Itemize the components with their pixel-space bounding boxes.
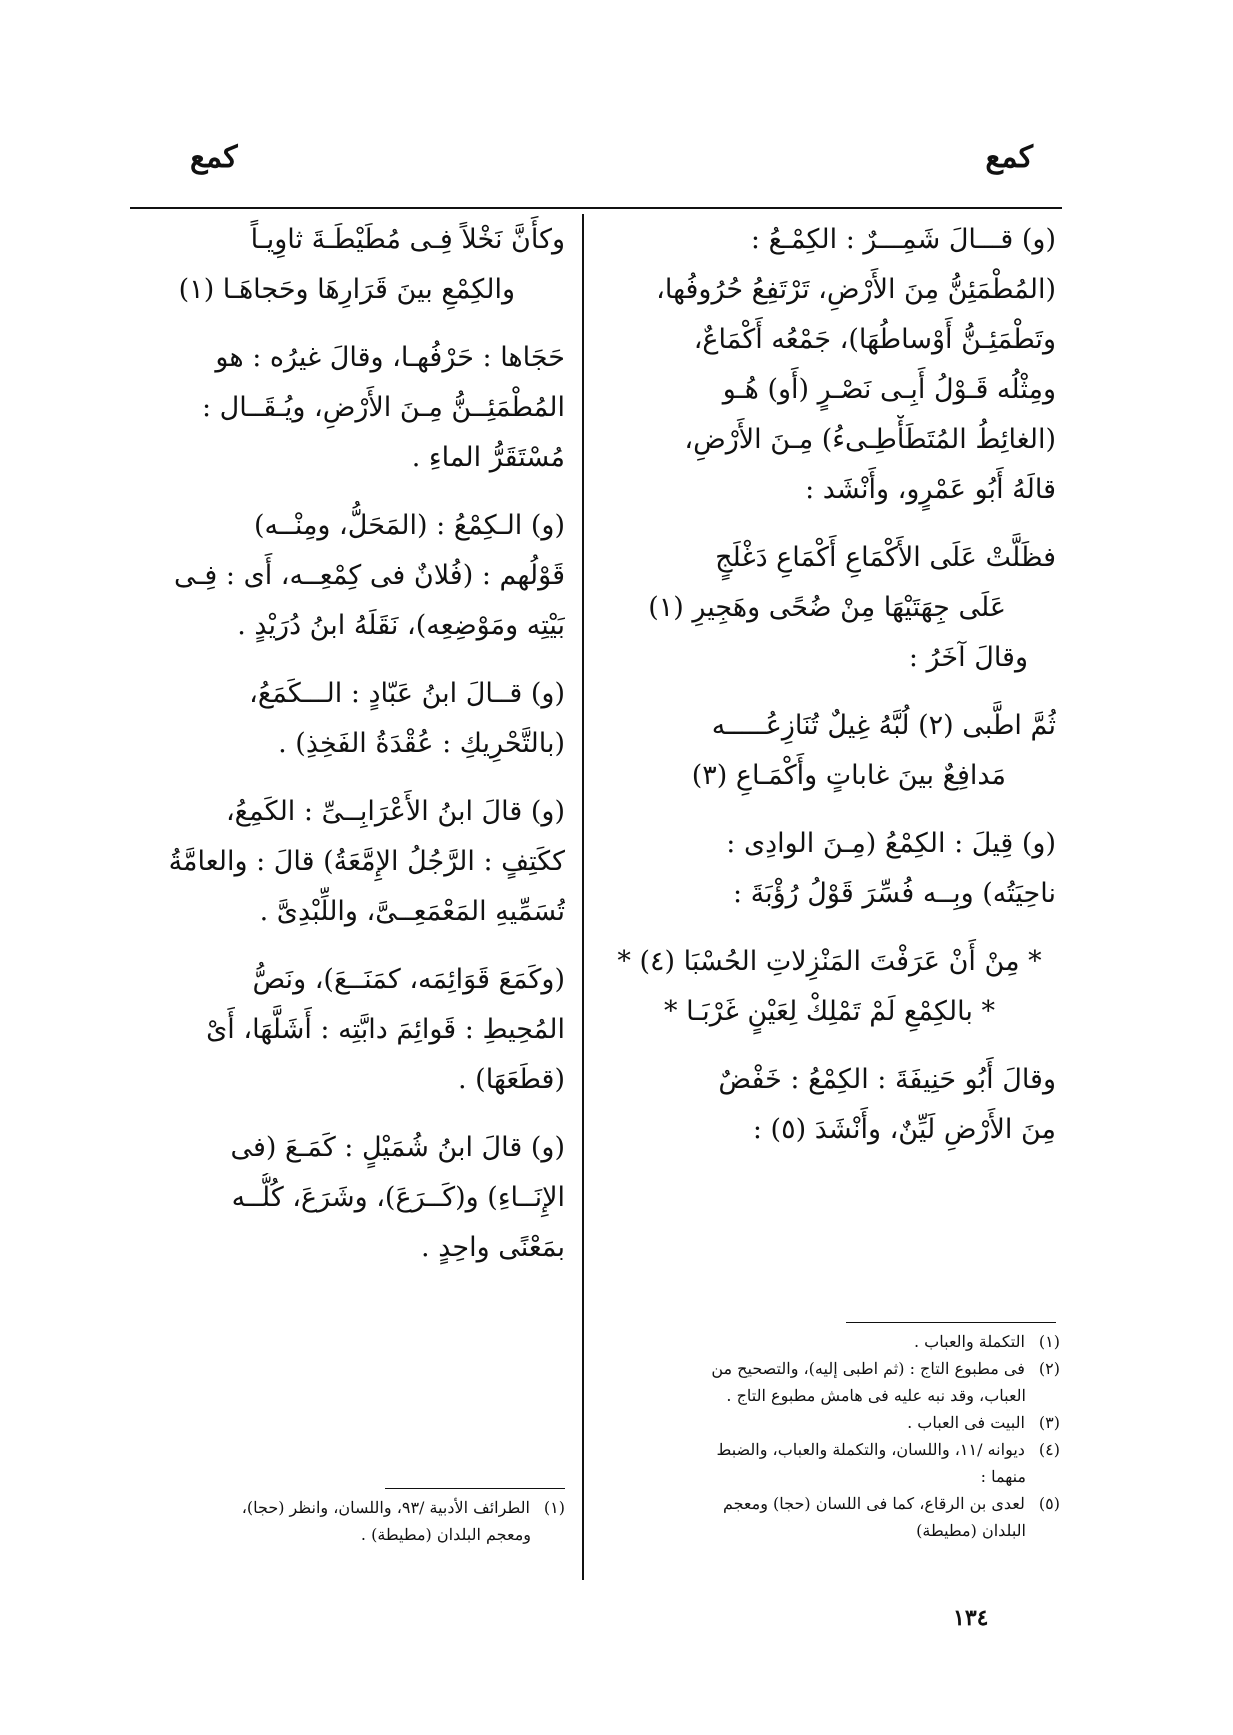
footnotes-right [606, 1328, 1060, 1544]
paragraph [603, 215, 1056, 515]
verse-line: عَلَى جِهَتَيْهَا مِنْ ضُحًى وهَجِيرِ (١) [648, 592, 1006, 623]
footnote-number: (٥) [1038, 1494, 1060, 1513]
text-line: ككَتِفٍ : الرَّجُلُ الإِمَّعَةُ) قالَ : والعامَّةُ [168, 846, 565, 877]
text-line: ومِثْلُه قَـوْلُ أَبِـى نَصْـرٍ (أَو) هُـو [722, 374, 1056, 405]
paragraph [123, 955, 565, 1105]
running-header-right: كمع [985, 140, 1033, 175]
text-line: حَجَاها : حَرْفُهـا، وقالَ غيرُه : هو [215, 342, 565, 373]
paragraph [123, 501, 565, 651]
verse-line: * مِنْ أَنْ عَرَفْتَ المَنْزِلاتِ الحُسْبَا (٤) * [617, 946, 1042, 977]
footnote [606, 1328, 1060, 1355]
column-divider [582, 214, 584, 1580]
text-line: (الغائِطُ المُتَطَأْطِـىءُ) مِـنَ الأَرْضِ، [684, 424, 1056, 455]
text-line: (قطَعَهَا) . [458, 1064, 565, 1095]
verse [123, 215, 565, 315]
footnote-text: لعدى بن الرقاع، كما فى اللسان (حجا) ومعجم [722, 1494, 1025, 1513]
verse-line: ثُمَّ اطَّبى (٢) لُبَّهُ غِيلٌ تُنَازِعُـــــه [711, 710, 1056, 741]
verse-line: مَدافِعٌ بينَ غاباتٍ وأَكْمَـاعِ (٣) [691, 760, 1006, 791]
text-line: وقالَ آخَرُ : [908, 642, 1028, 673]
text-line: مُسْتَقَرُّ الماءِ . [411, 442, 565, 473]
text-line: بمَعْنًى واحِدٍ . [421, 1232, 565, 1263]
footnote-text: فى مطبوع التاج : (ثم اطبى إليه)، والتصحيح من [711, 1359, 1025, 1378]
footnote-number: (١) [1038, 1332, 1060, 1351]
footnote-text: الطرائف الأدبية /٩٣، واللسان، وانظر (حجا)، [241, 1498, 530, 1517]
footnote [606, 1355, 1060, 1409]
text-line: بَيْتِه ومَوْضِعِه)، نَقَلَهُ ابنُ دُرَيْدٍ . [237, 610, 565, 641]
page-number: ١٣٤ [953, 1605, 989, 1631]
paragraph [123, 1123, 565, 1273]
text-line: قالَهُ أَبُو عَمْرٍو، وأَنْشَد : [805, 474, 1056, 505]
verse-line: فظَلَّتْ عَلَى الأَكْمَاعِ أَكْمَاعِ دَغْلَجٍ [715, 542, 1056, 573]
text-line: المُحِيطِ : قَوائِمَ دابَّتِه : أَشَلَّهَا، أَىْ [206, 1014, 565, 1045]
paragraph [123, 333, 565, 483]
verse-line: والكِمْعِ بينَ قَرَارِهَا وحَجاهَـا (١) [178, 274, 515, 305]
text-line: تُسَمِّيهِ المَعْمَعِــىَّ، واللِّبْدِىَّ . [259, 896, 565, 927]
text-line: (بالتَّحْرِيكِ : عُقْدَةُ الفَخِذِ) . [278, 728, 565, 759]
footnote [606, 1436, 1060, 1490]
text-line: (وكَمَعَ قَوَائِمَه، كمَنَــعَ)، ونَصُّ [252, 964, 565, 995]
text-line: (و) قـــالَ شَمِـــرٌ : الكِمْـعُ : [750, 224, 1056, 255]
text-line: (و) قــالَ ابنُ عَبّادٍ : الـــكَمَعُ، [249, 678, 565, 709]
text-line: ناحِيَتُه) وبِــه فُسِّرَ قَوْلُ رُؤْبَةَ : [732, 878, 1056, 909]
text-line: (المُطْمَئِنُّ مِنَ الأَرْضِ، تَرْتَفِعُ حُرُوفُها، [656, 274, 1056, 305]
header-rule [130, 207, 1062, 209]
footnote-text: ومعجم البلدان (مطيطة) . [360, 1525, 531, 1544]
verse [603, 937, 1056, 1037]
paragraph [603, 819, 1056, 919]
footnote-rule [846, 1322, 1056, 1323]
running-header-left: كمع [190, 140, 238, 175]
footnotes-left [125, 1494, 565, 1548]
footnote-text: البلدان (مطيطة) [916, 1521, 1026, 1540]
footnote [606, 1409, 1060, 1436]
text-line: الإِنَــاءِ) و(كَــرَعَ)، وشَرَعَ، كُلُّــه [231, 1182, 565, 1213]
footnote-text: التكملة والعباب . [914, 1332, 1025, 1351]
text-line: (و) قالَ ابنُ شُمَيْلٍ : كَمَـعَ (فى [230, 1132, 565, 1163]
footnote-rule [385, 1488, 565, 1489]
text-line: (و) قالَ ابنُ الأَعْرَابِــىِّ : الكَمِعُ، [225, 796, 565, 827]
left-column [123, 215, 565, 1291]
footnote [606, 1490, 1060, 1544]
footnote-text: العباب، وقد نبه عليه فى هامش مطبوع التاج . [726, 1386, 1026, 1405]
text-line: وقالَ أَبُو حَنِيفَةَ : الكِمْعُ : خَفْضٌ [718, 1064, 1056, 1095]
paragraph [123, 669, 565, 769]
paragraph [123, 787, 565, 937]
paragraph [603, 1055, 1056, 1155]
footnote-number: (٢) [1038, 1359, 1060, 1378]
footnote-number: (٤) [1038, 1440, 1060, 1459]
text-line: المُطْمَئِــنُّ مِـنَ الأَرْضِ، ويُـقَــال : [201, 392, 565, 423]
verse-line: * بالكِمْعِ لَمْ تَمْلِكْ لِعَيْنٍ غَرْبَـا * [664, 996, 995, 1027]
footnote-text: البيت فى العباب . [907, 1413, 1025, 1432]
text-line: (و) الـكِمْعُ : (المَحَلُّ، ومِنْــه) [253, 510, 565, 541]
verse [603, 533, 1056, 683]
footnote-text: منهما : [980, 1467, 1026, 1486]
text-line: وتَطْمَئِـنُّ أَوْساطُهَا)، جَمْعُه أَكْمَاعٌ، [693, 324, 1056, 355]
verse [603, 701, 1056, 801]
right-column [603, 215, 1056, 1173]
footnote-number: (١) [543, 1498, 565, 1517]
footnote [125, 1494, 565, 1548]
text-line: قَوْلُهم : (فُلانٌ فى كِمْعِــه، أَى : فِـى [173, 560, 565, 591]
text-line: مِنَ الأَرْضِ لَيِّنٌ، وأَنْشَدَ (٥) : [752, 1114, 1056, 1145]
footnote-text: ديوانه /١١، واللسان، والتكملة والعباب، والضبط [716, 1440, 1025, 1459]
text-line: (و) قِيلَ : الكِمْعُ (مِـنَ الوادِى : [726, 828, 1056, 859]
footnote-number: (٣) [1038, 1413, 1060, 1432]
verse-line: وكأَنَّ نَخْلاً فِـى مُطَيْطَـةَ ثاوِيـاً [250, 224, 565, 255]
